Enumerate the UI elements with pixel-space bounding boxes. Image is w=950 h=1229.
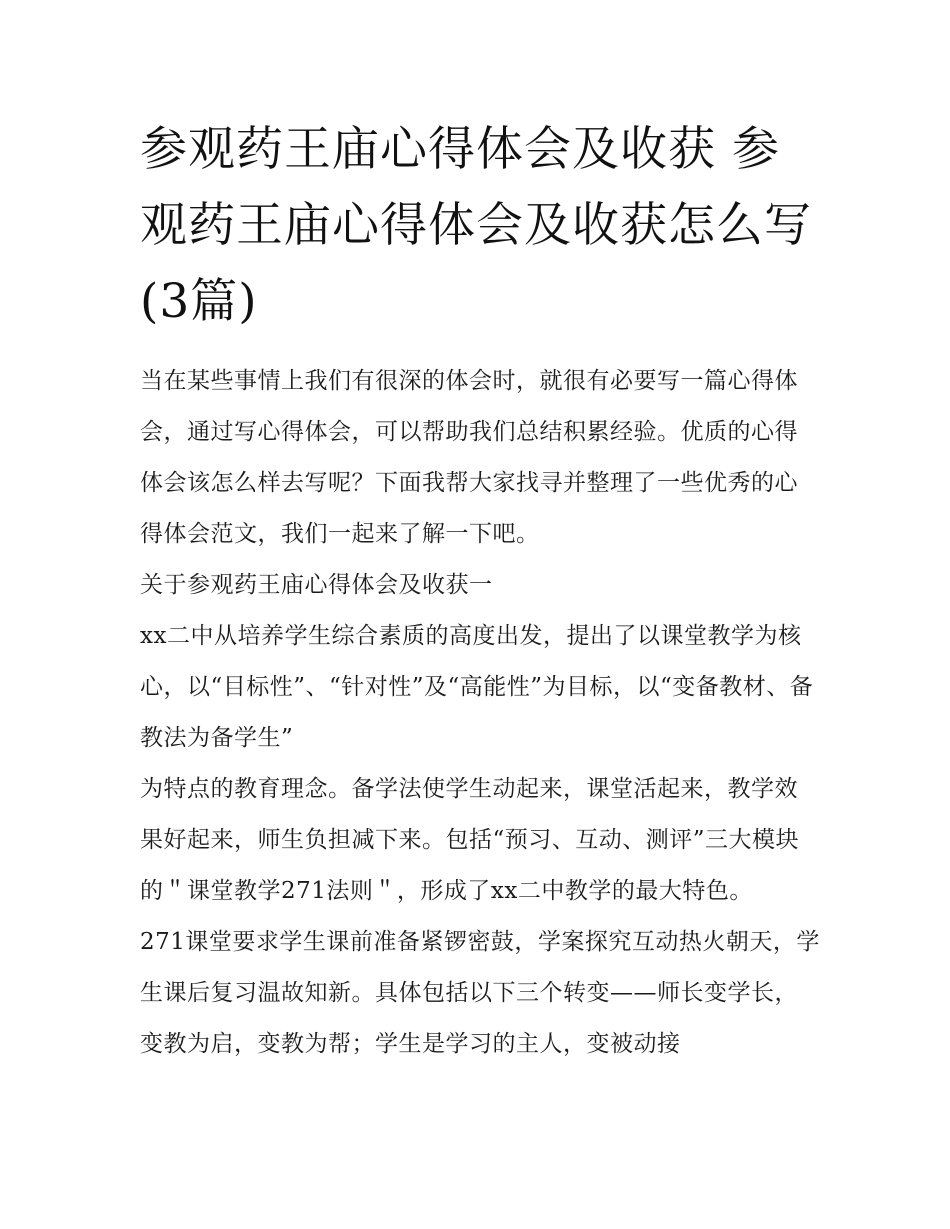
intro-paragraph: 当在某些事情上我们有很深的体会时，就很有必要写一篇心得体会，通过写心得体会，可以帮助我们总结积累经验。优质的心得体会该怎么样去写呢？下面我帮大家找寻并整理了一些优秀的心得体会范文，我们一起来了解一下吧。 [140, 368, 798, 547]
section-heading: 关于参观药王庙心得体会及收获一 [140, 572, 493, 598]
document-body [140, 356, 820, 1070]
document-page [140, 112, 820, 1070]
body-paragraph: xx二中从培养学生综合素质的高度出发，提出了以课堂教学为核心，以“目标性”、“针对性”及“高能性”为目标，以“变备教材、备教法为备学生” [140, 623, 814, 751]
body-paragraph: 为特点的教育理念。备学法使学生动起来，课堂活起来，教学效果好起来，师生负担减下来。包括“预习、互动、测评”三大模块的＂课堂教学271法则＂，形成了xx二中教学的最大特色。 [140, 776, 800, 904]
body-paragraph: 271课堂要求学生课前准备紧锣密鼓，学案探究互动热火朝天，学生课后复习温故知新。具体包括以下三个转变——师长变学长，变教为启，变教为帮；学生是学习的主人，变被动接 [140, 929, 820, 1057]
document-title: 参观药王庙心得体会及收获 参观药王庙心得体会及收获怎么写(3篇) [140, 122, 812, 329]
